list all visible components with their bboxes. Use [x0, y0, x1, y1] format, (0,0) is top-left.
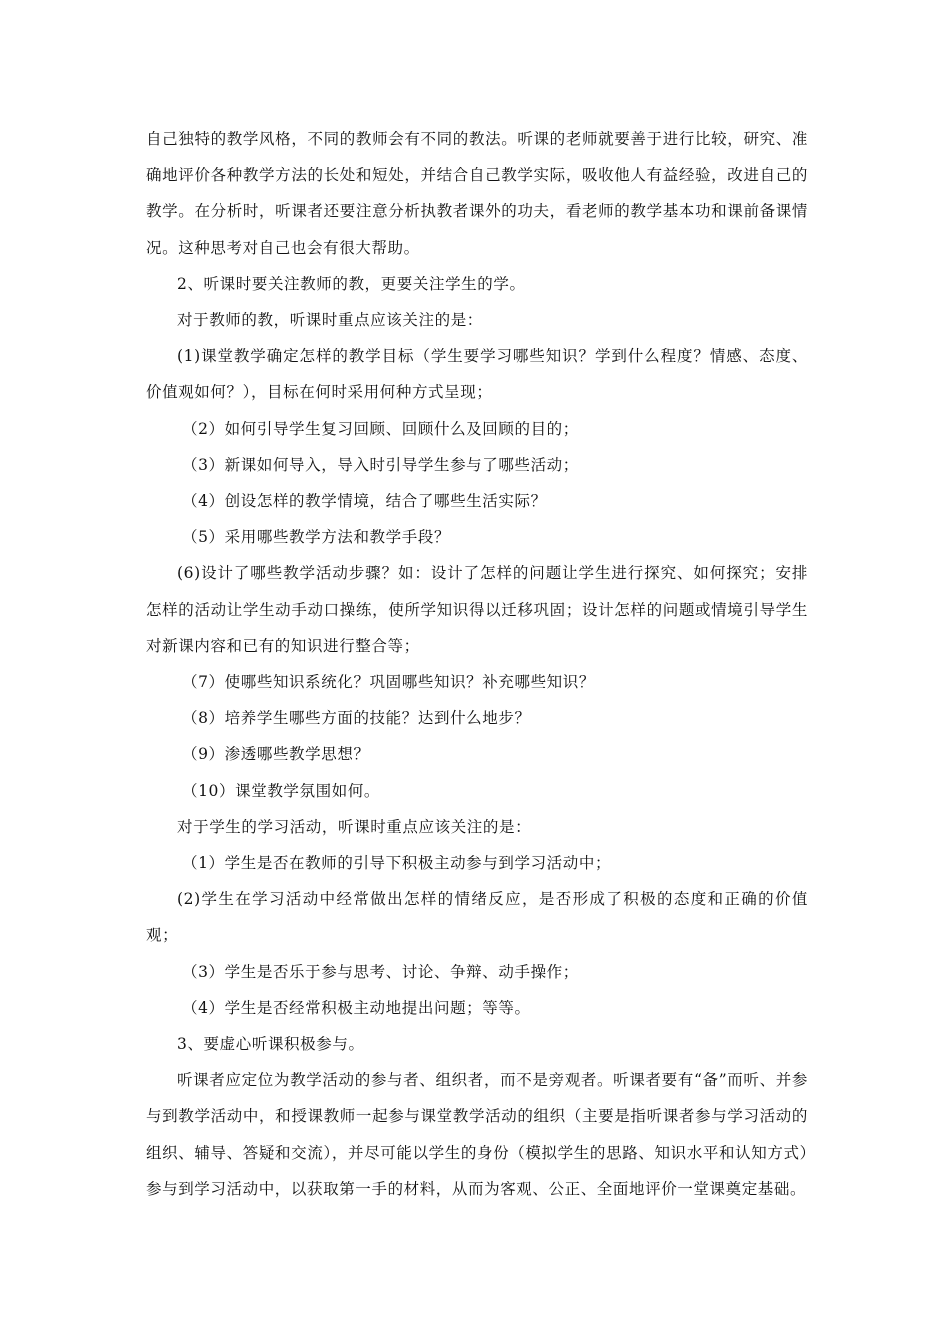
list-item-teacher-2: （2）如何引导学生复习回顾、回顾什么及回顾的目的；	[182, 419, 579, 438]
list-item-teacher-6: (6)设计了哪些教学活动步骤？如：设计了怎样的问题让学生进行探究、如何探究；安排怎样的活动让学生动手动口操练，使所学知识得以迁移巩固；设计怎样的问题或情境引导学生对新课内容和已有的知识进行整合等；	[146, 564, 808, 655]
paragraph-teaching-style: 自己独特的教学风格，不同的教师会有不同的教法。听课的老师就要善于进行比较，研究、准确地评价各种教学方法的长处和短处，并结合自己教学实际，吸收他人有益经验，改进自己的教学。在分析时，听课者还要注意分析执教者课外的功夫，看老师的教学基本功和课前备课情况。这种思考对自己也会有很大帮助。	[146, 130, 808, 257]
list-item-teacher-7: （7）使哪些知识系统化？巩固哪些知识？补充哪些知识？	[182, 673, 595, 692]
paragraph-student-focus-intro: 对于学生的学习活动，听课时重点应该关注的是：	[177, 817, 532, 836]
list-item-student-3: （3）学生是否乐于参与思考、讨论、争辩、动手操作；	[182, 962, 579, 981]
paragraph-teacher-focus-intro: 对于教师的教，听课时重点应该关注的是：	[177, 311, 483, 330]
list-item-teacher-5: （5）采用哪些教学方法和教学手段？	[182, 528, 451, 547]
list-item-teacher-1: (1)课堂教学确定怎样的教学目标（学生要学习哪些知识？学到什么程度？情感、态度、价值观如何？），目标在何时采用何种方式呈现；	[146, 347, 808, 402]
list-item-student-2: (2)学生在学习活动中经常做出怎样的情绪反应，是否形成了积极的态度和正确的价值观；	[146, 890, 808, 945]
heading-active-participation: 3、要虚心听课积极参与。	[177, 1035, 365, 1054]
list-item-teacher-10: （10）课堂教学氛围如何。	[182, 781, 381, 800]
list-item-teacher-4: （4）创设怎样的教学情境，结合了哪些生活实际？	[182, 492, 547, 511]
list-item-teacher-8: （8）培养学生哪些方面的技能？达到什么地步？	[182, 709, 531, 728]
document-body	[146, 121, 808, 1207]
list-item-teacher-3: （3）新课如何导入，导入时引导学生参与了哪些活动；	[182, 455, 579, 474]
list-item-student-1: （1）学生是否在教师的引导下积极主动参与到学习活动中；	[182, 854, 612, 873]
heading-focus-teaching-and-learning: 2、听课时要关注教师的教，更要关注学生的学。	[177, 274, 526, 293]
list-item-student-4: （4）学生是否经常积极主动地提出问题；等等。	[182, 998, 531, 1017]
paragraph-participant-role: 听课者应定位为教学活动的参与者、组织者，而不是旁观者。听课者要有“备”而听、并参与到教学活动中，和授课教师一起参与课堂教学活动的组织（主要是指听课者参与学习活动的组织、辅导、答疑和交流），并尽可能以学生的身份（模拟学生的思路、知识水平和认知方式）参与到学习活动中，以获取第一手的材料，从而为客观、公正、全面地评价一堂课奠定基础。	[146, 1071, 808, 1198]
list-item-teacher-9: （9）渗透哪些教学思想？	[182, 745, 370, 764]
